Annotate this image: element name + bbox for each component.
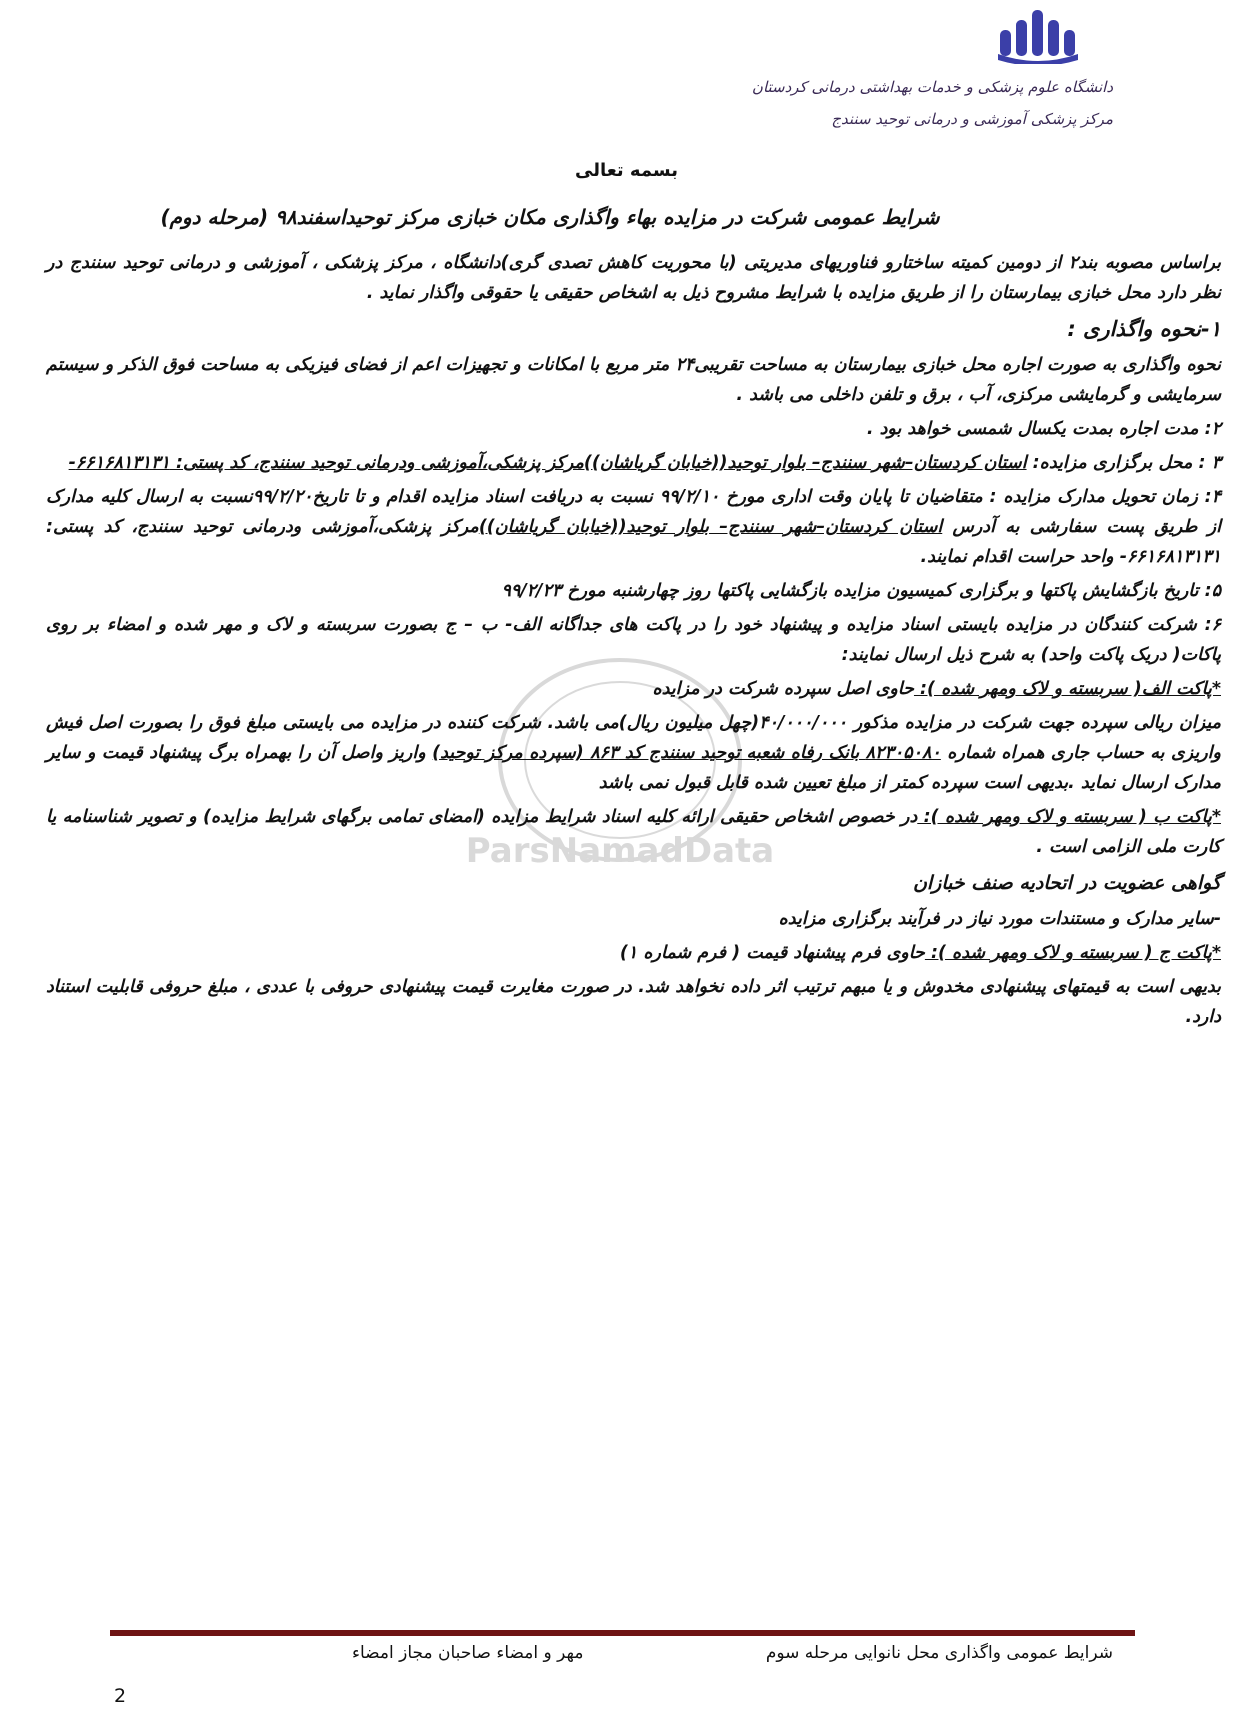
envelope-b-label: *پاکت ب ( سربسته و لاک ومهر شده ):	[917, 807, 1221, 827]
deadline-text: ۴: زمان تحویل مدارک مزایده : متقاضیان تا پایان وقت اداری مورخ ۹۹/۲/۱۰ نسبت به دریافت اسناد مزایده اقدام و تا تاریخ۹۹/۲/۲۰نسبت به ارسال کلیه مدارک از طریق پست سفارشی به آدرس	[46, 487, 1221, 537]
center-name: مرکز پزشکی آموزشی و درمانی توحید سنندج	[831, 110, 1113, 128]
page-number: 2	[114, 1685, 127, 1707]
envelope-a	[46, 674, 1221, 704]
bank-account-text: ۸۲۳۰۵۰۸۰ بانک رفاه شعبه توحید سنندج کد ۸۶۳ (سپرده مرکز توحید)	[432, 743, 941, 763]
paragraph-1: نحوه واگذاری به صورت اجاره محل خبازی بیمارستان به مساحت تقریبی۲۴ متر مربع با امکانات و تجهیزات اعم از فضای فیزیکی به مساحت فوق الذکر و سیستم سرمایشی و گرمایشی مرکزی، آب ، برق و تلفن داخلی می باشد .	[46, 355, 1221, 405]
envelope-a-text: حاوی اصل سپرده شرکت در مزایده	[652, 679, 914, 699]
paragraph-4	[46, 482, 1221, 572]
footer-rule	[110, 1630, 1135, 1636]
envelope-b-text: در خصوص اشخاص حقیقی ارائه کلیه اسناد شرایط مزایده (امضای تمامی برگهای شرایط مزایده) و تصویر شناسنامه یا کارت ملی الزامی است .	[46, 807, 1221, 857]
envelope-b	[46, 802, 1221, 862]
paragraph-3	[46, 448, 1221, 478]
venue-address: استان کردستان–شهر سنندج– بلوار توحید((خیابان گریاشان))مرکز پزشکی،آموزشی ودرمانی توحید سنندج، کد پستی: ۶۶۱۶۸۱۳۱۳۱-	[68, 453, 1027, 473]
paragraph-5: ۵: تاریخ بازگشایش پاکتها و برگزاری کمیسیون مزایده بازگشایی پاکتها روز چهارشنبه مورخ ۹۹/۲/۲۳	[501, 581, 1221, 601]
delivery-address: استان کردستان–شهر سنندج– بلوار توحید((خیابان گریاشان))	[478, 517, 943, 537]
document-title: شرایط عمومی شرکت در مزایده بهاء واگذاری مکان خبازی مرکز توحیداسفند۹۸ (مرحله دوم)	[160, 205, 940, 229]
basmala: بسمه تعالی	[575, 160, 678, 181]
section-heading-1: ۱-نحوه واگذاری :	[1067, 317, 1221, 341]
university-logo	[996, 8, 1080, 64]
paragraph-6: ۶: شرکت کنندگان در مزایده بایستی اسناد مزایده و پیشنهاد خود را در پاکت های جداگانه الف- ب – ج بصورت سربسته و لاک و مهر شده و امضاء بر روی پاکات( دریک پاکت واحد) به شرح ذیل ارسال نمایند:	[46, 615, 1221, 665]
envelope-a-detail	[46, 708, 1221, 798]
other-documents: -سایر مدارک و مستندات مورد نیاز در فرآیند برگزاری مزایده	[778, 909, 1221, 929]
envelope-c-text: حاوی فرم پیشنهاد قیمت ( فرم شماره ۱)	[619, 943, 925, 963]
footer-signature: مهر و امضاء صاحبان مجاز امضاء	[352, 1643, 584, 1663]
deposit-amount-text: میزان ریالی سپرده جهت شرکت در مزایده مذکور ۴۰/۰۰۰/۰۰۰(چهل میلیون ریال)می باشد. شرکت کننده در مزایده می بایستی مبلغ فوق را بصورت اصل فیش واریزی به حساب جاری همراه شماره	[46, 713, 1221, 763]
university-name: دانشگاه علوم پزشکی و خدمات بهداشتی درمانی کردستان	[751, 78, 1113, 96]
intro-paragraph: براساس مصوبه بند۲ از دومین کمیته ساختارو فناوریهای مدیریتی (با محوریت کاهش تصدی گری)دانشگاه ، مرکز پزشکی ، آموزشی و درمانی توحید سنندج در نظر دارد محل خبازی بیمارستان را از طریق مزایده با شرایط مشروح ذیل به اشخاص حقیقی یا حقوقی واگذار نماید .	[46, 253, 1221, 303]
paragraph-2: ۲: مدت اجاره بمدت یکسال شمسی خواهد بود .	[866, 419, 1221, 439]
envelope-a-label: *پاکت الف( سربسته و لاک ومهر شده ):	[913, 679, 1221, 699]
footer-title: شرایط عمومی واگذاری محل نانوایی مرحله سوم	[765, 1643, 1113, 1663]
venue-label: ۳ : محل برگزاری مزایده:	[1026, 453, 1221, 473]
deposit-instructions: واریز واصل آن را بهمراه برگ پیشنهاد قیمت و سایر مدارک ارسال نماید .بدیهی است سپرده کمتر از مبلغ تعیین شده قابل قبول نمی باشد	[46, 743, 1221, 793]
closing-paragraph: بدیهی است به قیمتهای پیشنهادی مخدوش و یا مبهم ترتیب اثر داده نخواهد شد. در صورت مغایرت قیمت پیشنهادی حروفی با عددی ، مبلغ حروفی قابلیت استناد دارد.	[46, 977, 1221, 1027]
delivery-address-rest: مرکز پزشکی،آموزشی ودرمانی توحید سنندج، کد پستی: ۶۶۱۶۸۱۳۱۳۱- واحد حراست اقدام نمایند.	[46, 517, 1221, 567]
document-body	[46, 248, 1221, 1036]
envelope-c-label: *پاکت ج ( سربسته و لاک ومهر شده ):	[924, 943, 1221, 963]
envelope-c	[46, 938, 1221, 968]
membership-certificate: گواهی عضویت در اتحادیه صنف خبازان	[912, 872, 1221, 894]
watermark-text: ParsNamadData	[465, 831, 775, 871]
